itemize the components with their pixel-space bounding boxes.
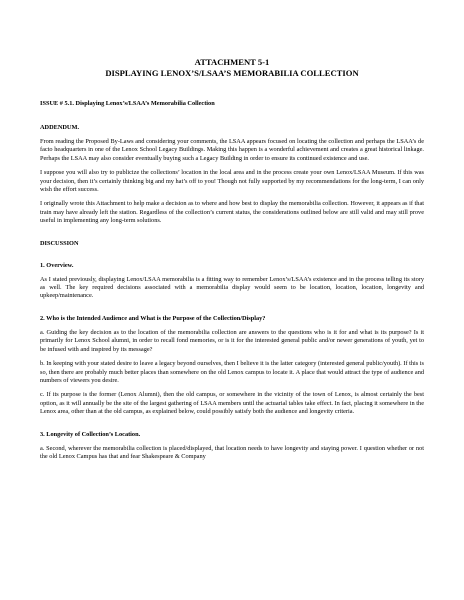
section-3-paragraph-a: a. Second, wherever the memorabilia collection is placed/displayed, that location needs to have longevity and staying power. I question whether or not the old Lenox Campus has that and fear Shakespeare & Company <box>40 444 424 460</box>
addendum-paragraph-2: I suppose you will also try to publicize the collections’ location in the local area and in the process create your own Lenox/LSAA Museum. If this was your decision, then it’s certainly thinking big and my hat’s off to you! Though not fully supported by my recommendations for the long-term, I can only wish the effort success. <box>40 169 424 194</box>
addendum-heading: ADDENDUM. <box>40 124 80 131</box>
section-2-paragraph-a: a. Guiding the key decision as to the location of the memorabilia collection are answers to the questions who is it for and what is its purpose? Is it primarily for Lenox School alumni, in order to recall fond memories, or is it for the interested general public and/or newer generations of youth, yet to be infused with and inspired by its message? <box>40 328 424 353</box>
section-1-heading: 1. Overview. <box>40 261 74 269</box>
section-3-heading: 3. Longevity of Collection’s Location. <box>40 430 141 438</box>
section-1-paragraph: As I stated previously, displaying Lenox/LSAA memorabilia is a fitting way to remember Lenox’s/LSAA’s existence and in the process telling its story as well. The key required decisions associated with a memorabilia display would seem to be location, location, location, longevity and upkeep/maintenance. <box>40 275 424 300</box>
attachment-title: ATTACHMENT 5-1 <box>194 57 270 67</box>
section-2-paragraph-c: c. If its purpose is the former (Lenox Alumni), then the old campus, or somewhere in the vicinity of the town of Lenox, is almost certainly the best option, as it will annually be the site of the largest gathering of LSAA members until the actuarial tables take effect. In fact, placing it somewhere in the Lenox area, other than at the old campus, as explained below, could possibly satisfy both the audience and longevity criteria. <box>40 391 424 416</box>
section-2-heading: 2. Who is the Intended Audience and What is the Purpose of the Collection/Display? <box>40 314 266 322</box>
issue-heading: ISSUE # 5.1. Displaying Lenox’s/LSAA’s Memorabilia Collection <box>40 100 215 107</box>
section-2-paragraph-b: b. In keeping with your stated desire to leave a legacy beyond ourselves, then I believe it is the latter category (interested general public/youth). If this is so, then there are probably much better places than somewhere on the old Lenox campus to locate it. A place that would attract the type of audience and numbers of viewers you desire. <box>40 360 424 384</box>
addendum-paragraph-3: I originally wrote this Attachment to help make a decision as to where and how best to display the memorabilia collection. However, it appears as if that train may have already left the station. Regardless of the collection’s current status, the considerations outlined below are still valid and may still prove useful in implementing any long-term solutions. <box>40 200 424 225</box>
attachment-subtitle: DISPLAYING LENOX’S/LSAA’S MEMORABILIA COLLECTION <box>105 68 359 78</box>
addendum-paragraph-1: From reading the Proposed By-Laws and considering your comments, the LSAA appears focused on locating the collection and perhaps the LSAA’s de facto headquarters in one of the Lenox School Legacy Buildings. Making this happen is a wonderful achievement and creates a great historical linkage. Perhaps the LSAA may also consider eventually buying such a Legacy Building in order to ensure its continued existence and use. <box>40 138 424 162</box>
discussion-heading: DISCUSSION <box>40 239 79 247</box>
